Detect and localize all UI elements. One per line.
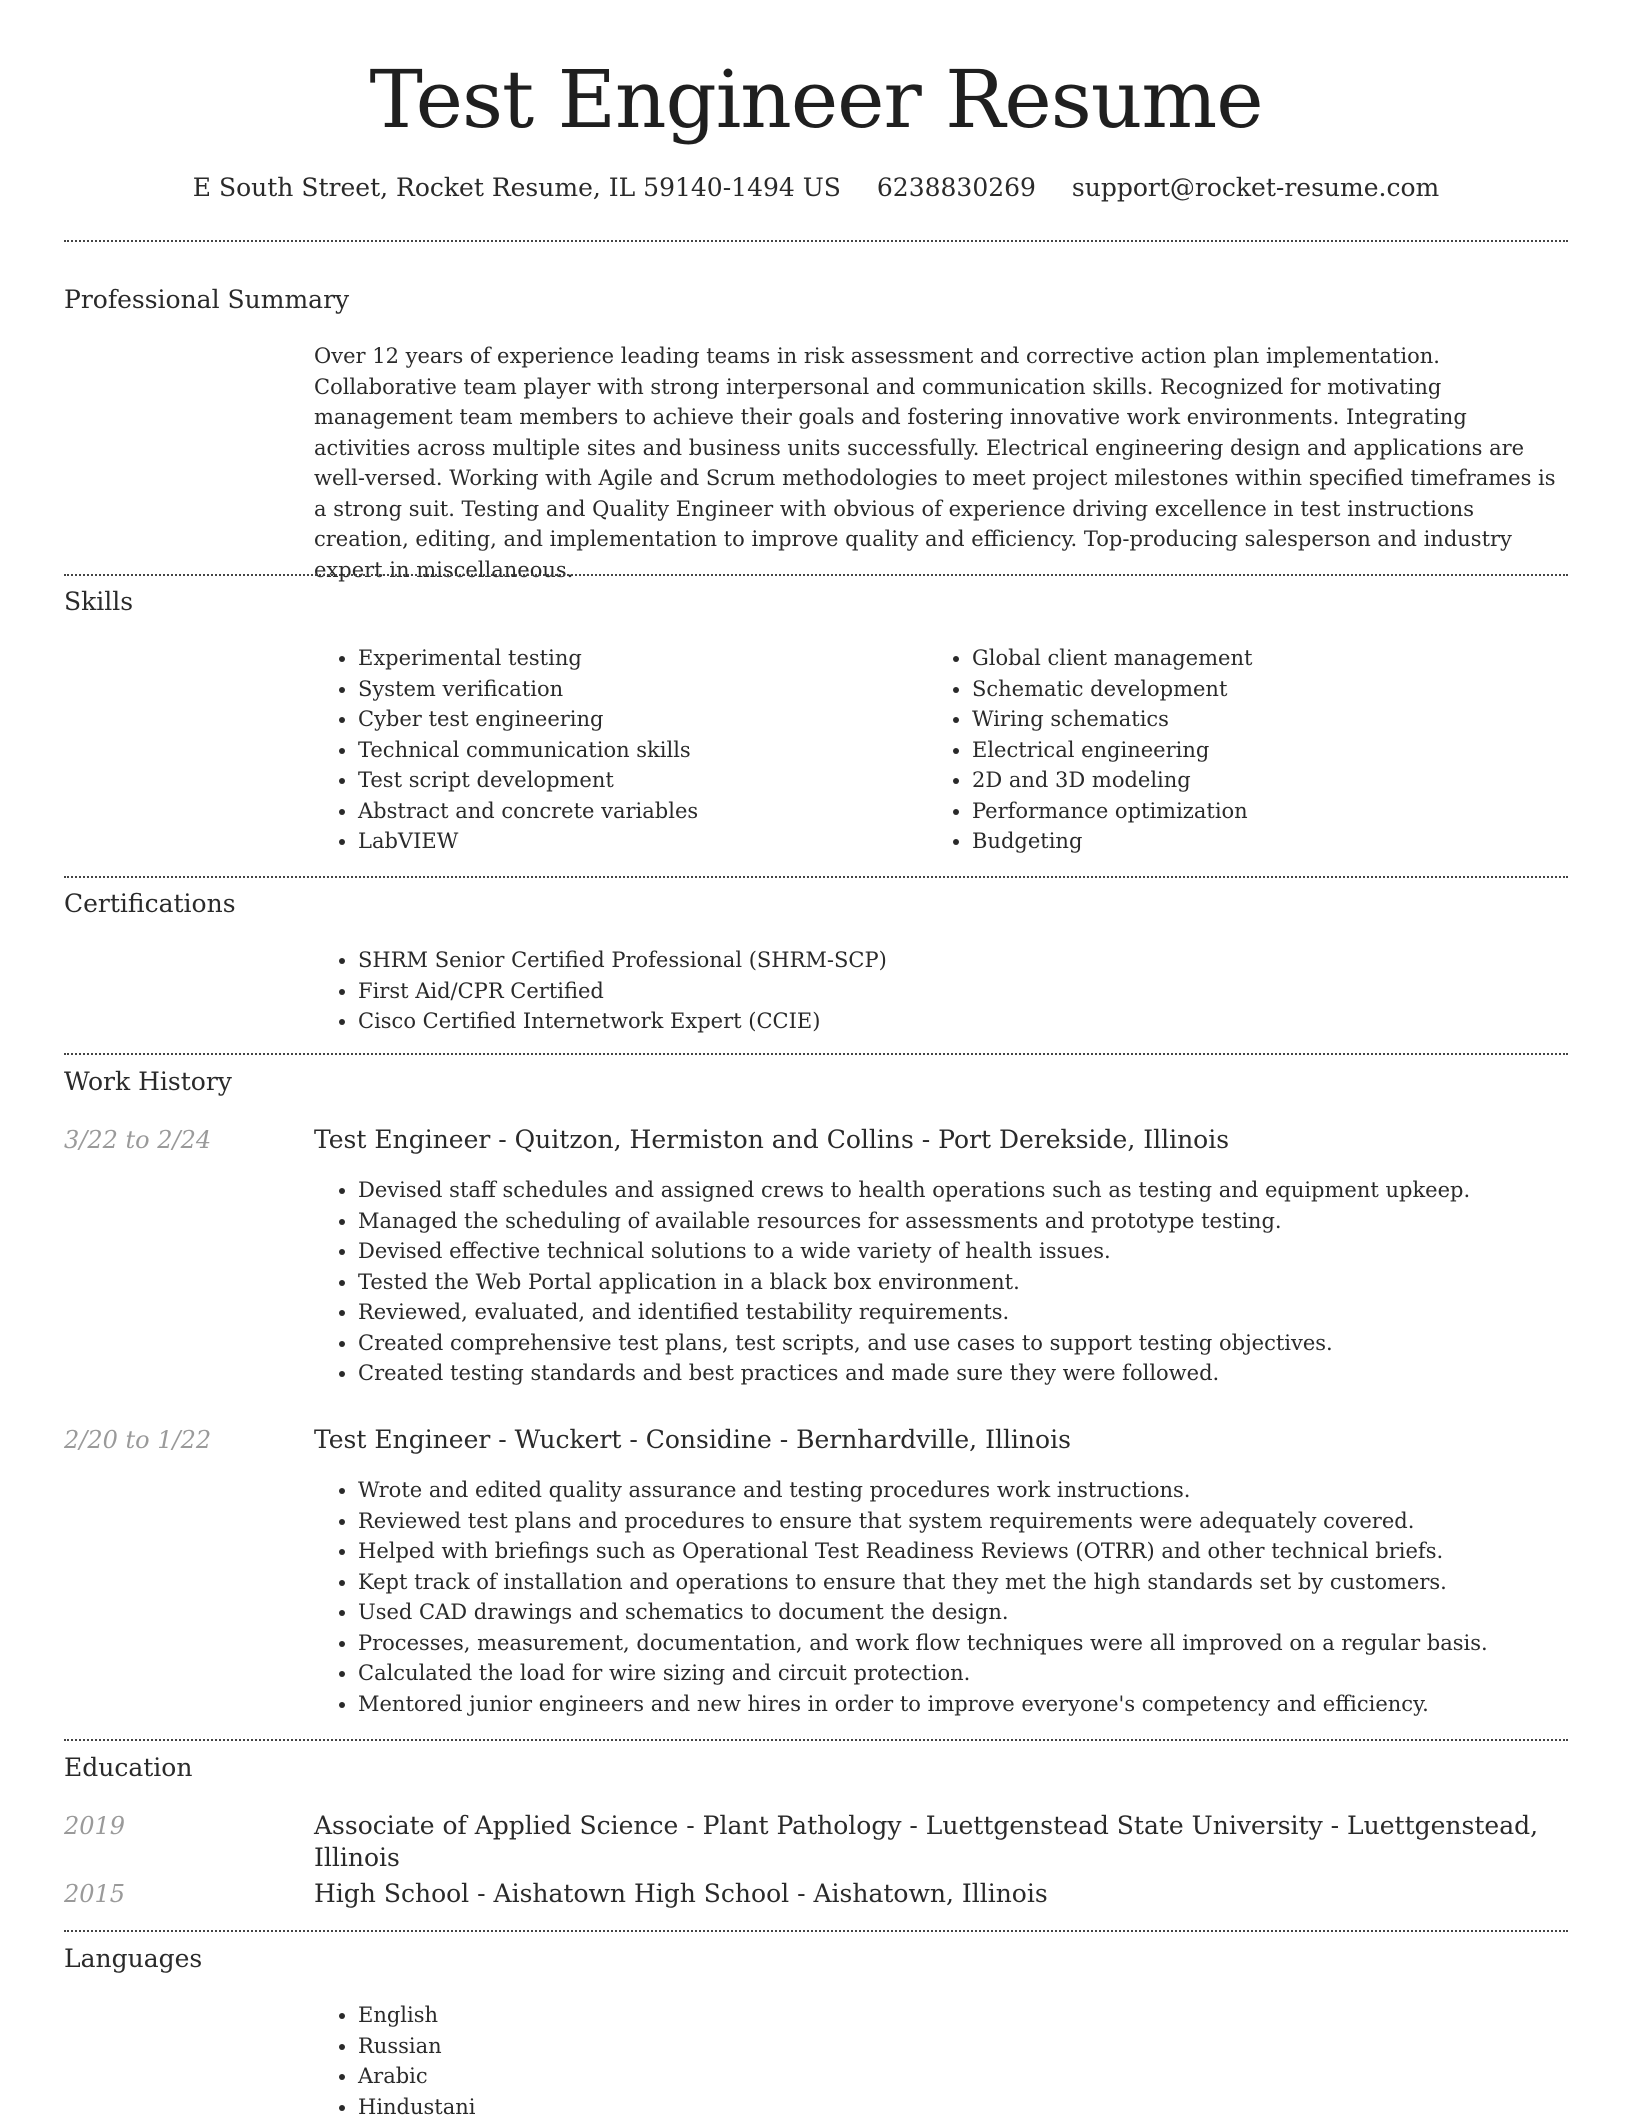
language-item: • English (358, 2000, 1568, 2031)
skills-block (314, 643, 1568, 863)
contact-address: E South Street, Rocket Resume, IL 59140-1494 US (193, 173, 841, 202)
job-bullet: • Created comprehensive test plans, test scripts, and use cases to support testing objectives. (358, 1328, 1568, 1359)
skill-item: • Technical communication skills (358, 735, 914, 766)
job-bullet: • Mentored junior engineers and new hires in order to improve everyone's competency and efficiency. (358, 1689, 1568, 1720)
job-bullet: • Tested the Web Portal application in a black box environment. (358, 1267, 1568, 1298)
job-bullet: • Devised effective technical solutions to a wide variety of health issues. (358, 1236, 1568, 1267)
skill-item: • 2D and 3D modeling (972, 765, 1568, 796)
skill-item: • Performance optimization (972, 796, 1568, 827)
job-bullet: • Used CAD drawings and schematics to document the design. (358, 1597, 1568, 1628)
contact-line (64, 170, 1568, 206)
section-heading-certifications: Certifications (64, 888, 236, 920)
skill-item: • Test script development (358, 765, 914, 796)
summary-block (314, 341, 1568, 585)
job-title: Test Engineer - Wuckert - Considine - Bernhardville, Illinois (314, 1424, 1071, 1456)
skill-item: • Cyber test engineering (358, 704, 914, 735)
job-bullets (314, 1475, 1568, 1719)
job-bullet: • Processes, measurement, documentation, and work flow techniques were all improved on a regular basis. (358, 1628, 1568, 1659)
skill-item: • Budgeting (972, 826, 1568, 857)
job-bullet: • Kept track of installation and operations to ensure that they met the high standards set by customers. (358, 1567, 1568, 1598)
divider (64, 1930, 1568, 1932)
skill-item: • Wiring schematics (972, 704, 1568, 735)
job-bullet: • Reviewed test plans and procedures to ensure that system requirements were adequately covered. (358, 1506, 1568, 1537)
job-bullet: • Created testing standards and best practices and made sure they were followed. (358, 1358, 1568, 1389)
job-bullet: • Managed the scheduling of available resources for assessments and prototype testing. (358, 1206, 1568, 1237)
divider (64, 1739, 1568, 1741)
section-heading-languages: Languages (64, 1943, 202, 1975)
section-heading-skills: Skills (64, 586, 133, 618)
skill-item: • LabVIEW (358, 826, 914, 857)
summary-text: Over 12 years of experience leading teams in risk assessment and corrective action plan implementation. Collaborative team player with strong interpersonal and communication skills. Recognized for motivating management team members to achieve their goals and fostering innovative work environments. Integrating activities across multiple sites and business units successfully. Electrical engineering design and applications are well-versed. Working with Agile and Scrum methodologies to meet project milestones within specified timeframes is a strong suit. Testing and Quality Engineer with obvious of experience driving excellence in test instructions creation, editing, and implementation to improve quality and efficiency. Top-producing salesperson and industry expert in miscellaneous. (314, 341, 1568, 585)
certifications-block (314, 945, 1568, 1037)
job-title: Test Engineer - Quitzon, Hermiston and Collins - Port Derekside, Illinois (314, 1124, 1229, 1156)
job-bullet: • Calculated the load for wire sizing and circuit protection. (358, 1658, 1568, 1689)
skill-item: • Global client management (972, 643, 1568, 674)
language-item: • Arabic (358, 2061, 1568, 2092)
skill-item: • System verification (358, 674, 914, 705)
divider (64, 1053, 1568, 1055)
certification-item: • SHRM Senior Certified Professional (SHRM-SCP) (358, 945, 1568, 976)
divider (64, 574, 1568, 576)
job-bullet: • Reviewed, evaluated, and identified testability requirements. (358, 1297, 1568, 1328)
language-item: • Russian (358, 2031, 1568, 2062)
job-bullet: • Helped with briefings such as Operational Test Readiness Reviews (OTRR) and other technical briefs. (358, 1536, 1568, 1567)
skill-item: • Abstract and concrete variables (358, 796, 914, 827)
certification-item: • Cisco Certified Internetwork Expert (CCIE) (358, 1006, 1568, 1037)
education-year: 2019 (64, 1810, 125, 1842)
skill-item: • Experimental testing (358, 643, 914, 674)
job-bullets (314, 1175, 1568, 1389)
skills-column-right (928, 643, 1568, 857)
education-year: 2015 (64, 1878, 125, 1910)
divider (64, 876, 1568, 878)
section-heading-education: Education (64, 1752, 192, 1784)
job-dates: 3/22 to 2/24 (64, 1124, 211, 1156)
skills-column-left (314, 643, 914, 857)
education-title: Associate of Applied Science - Plant Pathology - Luettgenstead State University - Luettgenstead, Illinois (314, 1810, 1568, 1874)
skill-item: • Schematic development (972, 674, 1568, 705)
certification-item: • First Aid/CPR Certified (358, 976, 1568, 1007)
section-heading-summary: Professional Summary (64, 284, 349, 316)
resume-title: Test Engineer Resume (64, 52, 1568, 148)
section-heading-work-history: Work History (64, 1066, 232, 1098)
contact-email[interactable]: support@rocket-resume.com (1072, 173, 1439, 202)
divider (64, 240, 1568, 242)
contact-phone: 6238830269 (877, 173, 1036, 202)
skill-item: • Electrical engineering (972, 735, 1568, 766)
language-item: • Hindustani (358, 2092, 1568, 2122)
education-title: High School - Aishatown High School - Aishatown, Illinois (314, 1878, 1048, 1910)
languages-block (314, 2000, 1568, 2122)
job-bullet: • Devised staff schedules and assigned crews to health operations such as testing and equipment upkeep. (358, 1175, 1568, 1206)
job-bullet: • Wrote and edited quality assurance and testing procedures work instructions. (358, 1475, 1568, 1506)
job-dates: 2/20 to 1/22 (64, 1424, 211, 1456)
